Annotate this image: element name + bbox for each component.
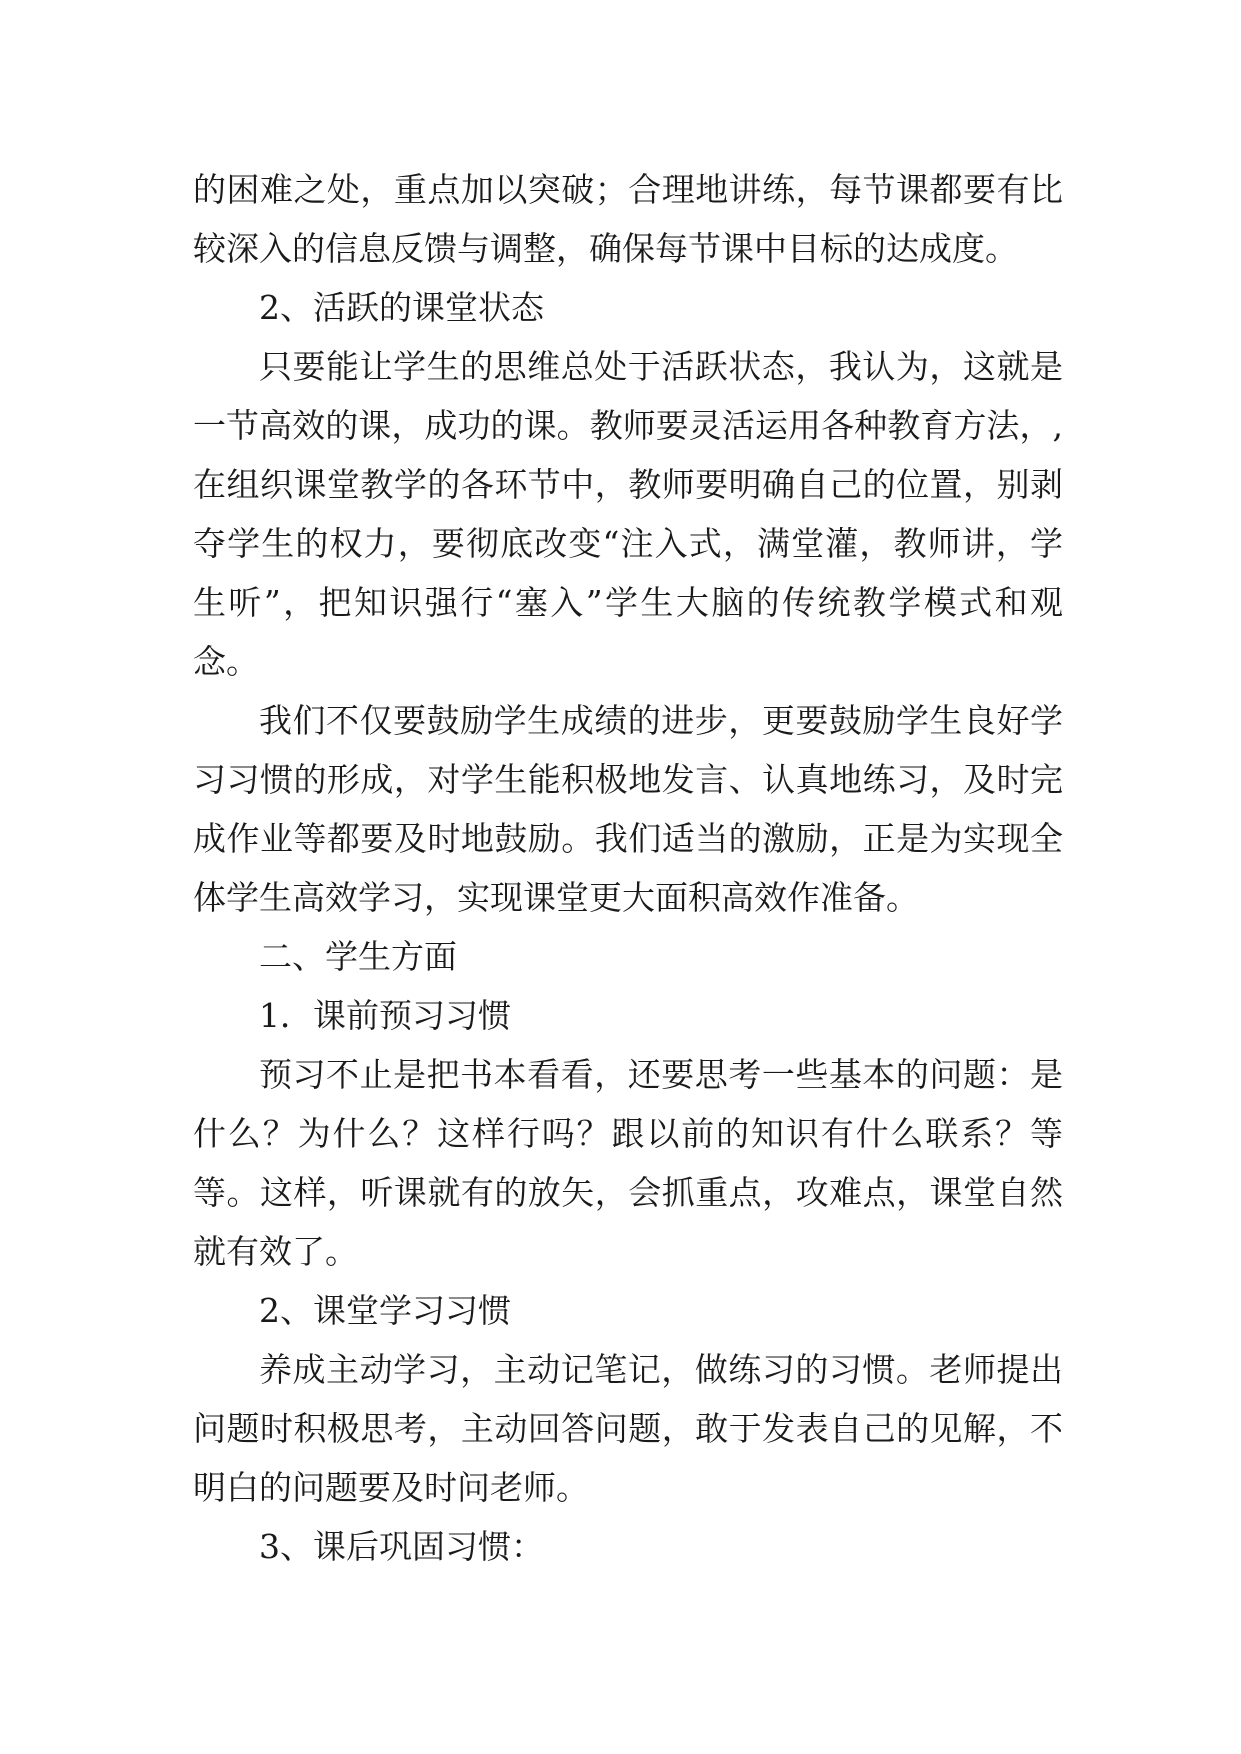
document-body [193,160,1063,1576]
text-line: 什么？为什么？这样行吗？跟以前的知识有什么联系？等 [193,1114,1063,1153]
text-line: 生听”，把知识强行“塞入”学生大脑的传统教学模式和观 [193,583,1063,622]
text-line: 2、课堂学习习惯 [259,1291,511,1330]
text-line: 明白的问题要及时问老师。 [193,1468,589,1507]
text-line: 预习不止是把书本看看，还要思考一些基本的问题：是 [259,1055,1063,1094]
text-line: 体学生高效学习，实现课堂更大面积高效作准备。 [193,878,919,917]
text-line: 成作业等都要及时地鼓励。我们适当的激励，正是为实现全 [193,819,1063,858]
text-line: 3、课后巩固习惯： [259,1527,544,1566]
text-line: 二、学生方面 [259,937,457,976]
text-line: 较深入的信息反馈与调整，确保每节课中目标的达成度。 [193,229,1018,268]
text-line: 养成主动学习，主动记笔记，做练习的习惯。老师提出 [259,1350,1063,1389]
text-line: 我们不仅要鼓励学生成绩的进步，更要鼓励学生良好学 [259,701,1063,740]
text-line: 只要能让学生的思维总处于活跃状态，我认为，这就是 [259,347,1063,386]
text-line: 就有效了。 [193,1232,358,1271]
text-line: 等。这样，听课就有的放矢，会抓重点，攻难点，课堂自然 [193,1173,1063,1212]
text-line: 2、活跃的课堂状态 [259,288,544,327]
text-line: 问题时积极思考，主动回答问题，敢于发表自己的见解，不 [193,1409,1063,1448]
text-line: 1．课前预习习惯 [259,996,511,1035]
text-line: 习习惯的形成，对学生能积极地发言、认真地练习，及时完 [193,760,1063,799]
text-line: 在组织课堂教学的各环节中，教师要明确自己的位置，别剥 [193,465,1063,504]
text-line: 夺学生的权力，要彻底改变“注入式，满堂灌，教师讲，学 [193,524,1063,563]
text-line: 念。 [193,642,259,681]
text-line: 的困难之处，重点加以突破；合理地讲练，每节课都要有比 [193,170,1063,209]
text-line: 一节高效的课，成功的课。教师要灵活运用各种教育方法，, [193,406,1063,445]
